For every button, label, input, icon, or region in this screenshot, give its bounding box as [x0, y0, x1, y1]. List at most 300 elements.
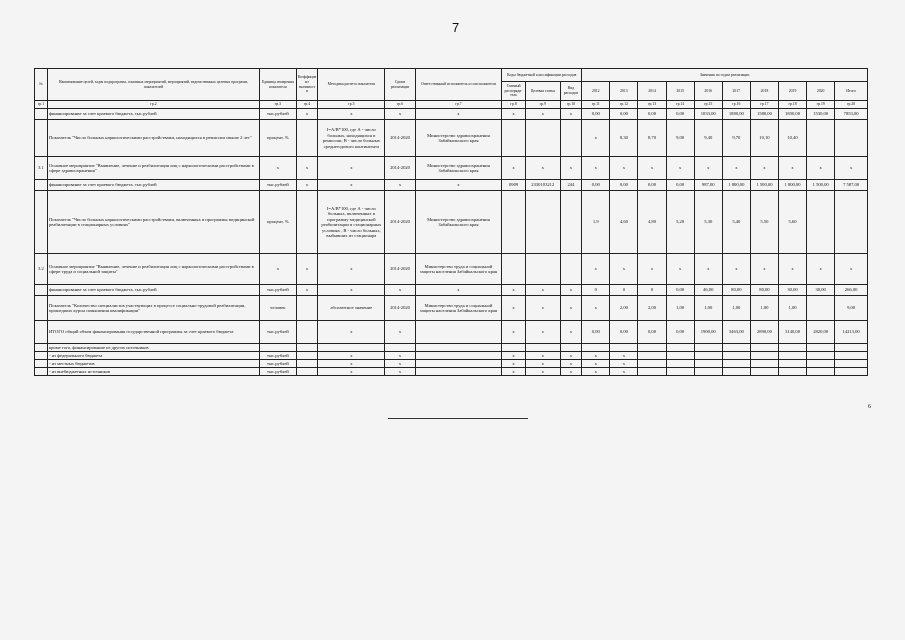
row-coef	[296, 344, 318, 352]
row-budget-code	[560, 191, 582, 254]
row-year-value: 3140,00	[779, 321, 807, 344]
row-budget-code	[502, 344, 526, 352]
row-total-value	[835, 368, 868, 376]
row-total-value	[835, 352, 868, 360]
row-budget-code: х	[560, 321, 582, 344]
row-year-value: 1,00	[722, 296, 750, 321]
row-budget-code: х	[502, 368, 526, 376]
row-year-value: х	[610, 157, 638, 180]
header-year: 2017	[722, 82, 750, 101]
row-budget-code	[560, 120, 582, 157]
row-budget-code: х	[560, 109, 582, 120]
row-year-value	[779, 352, 807, 360]
row-number	[35, 180, 48, 191]
row-coef: х	[296, 157, 318, 180]
row-name: - из местных бюджетов	[47, 360, 259, 368]
row-year-value: х	[807, 157, 835, 180]
financing-row	[35, 285, 868, 296]
column-number: гр.5	[318, 101, 385, 109]
row-coef: х	[296, 254, 318, 285]
row-unit: процент, %	[259, 191, 296, 254]
row-year-value: 4,60	[610, 191, 638, 254]
row-year-value: 0,00	[666, 285, 694, 296]
row-term: х	[385, 368, 415, 376]
row-year-value: 0,00	[638, 109, 666, 120]
row-year-value: 10,40	[779, 120, 807, 157]
row-year-value: х	[582, 368, 610, 376]
row-name: - из внебюджетных источников	[47, 368, 259, 376]
row-year-value: 1 800,00	[722, 180, 750, 191]
column-number: гр.18	[779, 101, 807, 109]
header-budget-col: Главный распоряди-тель	[502, 82, 526, 101]
row-year-value: 0,00	[638, 180, 666, 191]
header-num: №	[35, 69, 48, 101]
row-year-value: 1,00	[750, 296, 778, 321]
row-coef	[296, 368, 318, 376]
row-year-value	[779, 360, 807, 368]
row-name: Показатель "Число больных наркологическими расстройствами, включенных в программы медицинской реабилитации в стационарных условиях"	[47, 191, 259, 254]
row-unit: процент, %	[259, 120, 296, 157]
row-year-value: 5,60	[779, 191, 807, 254]
row-method: х	[318, 352, 385, 360]
row-number: 3.1	[35, 157, 48, 180]
indicator-row	[35, 191, 868, 254]
row-year-value: х	[750, 157, 778, 180]
page-mark: 6	[868, 404, 871, 410]
row-name: кроме того, финансирование из других источников	[47, 344, 259, 352]
row-year-value: х	[610, 254, 638, 285]
header-year: 2020	[807, 82, 835, 101]
row-number	[35, 344, 48, 352]
row-year-value	[694, 360, 722, 368]
row-year-value: 0,00	[666, 180, 694, 191]
row-year-value: х	[610, 360, 638, 368]
row-coef	[296, 352, 318, 360]
row-budget-code: х	[560, 360, 582, 368]
row-year-value: х	[694, 254, 722, 285]
row-responsible	[415, 344, 502, 352]
other-sources-row	[35, 344, 868, 352]
row-year-value: 4,80	[638, 191, 666, 254]
column-number: гр.14	[666, 101, 694, 109]
column-number: гр.7	[415, 101, 502, 109]
row-term: 2014-2020	[385, 157, 415, 180]
row-responsible	[415, 368, 502, 376]
row-responsible: х	[415, 109, 502, 120]
header-year: 2016	[694, 82, 722, 101]
row-unit: тыс.рублей	[259, 180, 296, 191]
row-year-value: 1880,00	[722, 109, 750, 120]
financing-row	[35, 180, 868, 191]
row-budget-code: 2330103212	[525, 180, 560, 191]
row-year-value: 1830,00	[779, 109, 807, 120]
row-responsible: х	[415, 285, 502, 296]
row-year-value: х	[722, 254, 750, 285]
row-year-value: 5,20	[666, 191, 694, 254]
row-responsible	[415, 360, 502, 368]
row-year-value: 1530,00	[807, 109, 835, 120]
row-year-value: 1,9	[582, 191, 610, 254]
row-total-value: 14213,00	[835, 321, 868, 344]
row-year-value	[750, 352, 778, 360]
row-responsible	[415, 352, 502, 360]
column-number: гр.1	[35, 101, 48, 109]
row-total-value	[835, 360, 868, 368]
column-number: гр.13	[638, 101, 666, 109]
column-number: гр.3	[259, 101, 296, 109]
activity-row	[35, 254, 868, 285]
header-year: 2015	[666, 82, 694, 101]
row-method: х	[318, 109, 385, 120]
row-budget-code: х	[502, 296, 526, 321]
row-method: х	[318, 321, 385, 344]
row-year-value	[750, 368, 778, 376]
row-name: Показатель "Количество специалистов участвующих в процессе социально-трудовой реабилитации, прошедших курсы повышения квалификации"	[47, 296, 259, 321]
source-row	[35, 360, 868, 368]
row-term: х	[385, 180, 415, 191]
row-year-value	[638, 360, 666, 368]
activity-row	[35, 157, 868, 180]
row-year-value: 0,00	[666, 321, 694, 344]
row-term: х	[385, 321, 415, 344]
row-total-value: 266,00	[835, 285, 868, 296]
row-year-value: 46,00	[694, 285, 722, 296]
header-row-1	[35, 69, 868, 82]
row-year-value: 9,40	[694, 120, 722, 157]
row-number	[35, 360, 48, 368]
row-name: финансирование за счет краевого бюджета, тыс.рублей	[47, 180, 259, 191]
row-budget-code: х	[502, 285, 526, 296]
header-year: 2014	[638, 82, 666, 101]
header-year: 2019	[779, 82, 807, 101]
row-year-value	[807, 120, 835, 157]
row-budget-code: 0909	[502, 180, 526, 191]
row-year-value: 2,00	[638, 296, 666, 321]
row-year-value	[807, 344, 835, 352]
row-year-value: 80,00	[722, 285, 750, 296]
row-year-value: 0,00	[582, 109, 610, 120]
row-responsible: х	[415, 180, 502, 191]
row-coef	[296, 191, 318, 254]
row-unit: х	[259, 254, 296, 285]
row-budget-code: х	[525, 109, 560, 120]
row-budget-code: х	[525, 296, 560, 321]
row-year-value: 1900,00	[694, 321, 722, 344]
program-table	[34, 68, 868, 376]
row-method: х	[318, 285, 385, 296]
row-budget-code	[560, 254, 582, 285]
header-budget-group: Коды бюджетной классификации расходов	[502, 69, 582, 82]
row-coef	[296, 360, 318, 368]
row-year-value: 5,30	[694, 191, 722, 254]
row-year-value: 2890,00	[750, 321, 778, 344]
row-total-value	[835, 191, 868, 254]
row-year-value: х	[582, 157, 610, 180]
column-number: гр.11	[582, 101, 610, 109]
row-year-value	[638, 368, 666, 376]
row-year-value: 8,30	[610, 120, 638, 157]
row-total-value	[835, 120, 868, 157]
indicator-row	[35, 296, 868, 321]
column-number-row	[35, 101, 868, 109]
row-year-value: 2820,00	[807, 321, 835, 344]
column-number: гр.9	[525, 101, 560, 109]
row-year-value	[779, 368, 807, 376]
row-year-value: 0,00	[666, 109, 694, 120]
row-responsible: Министерство здравоохранения Забайкальского края	[415, 191, 502, 254]
row-year-value: 0	[582, 285, 610, 296]
row-total-value: 9,00	[835, 296, 868, 321]
row-responsible: Министерство здравоохранения Забайкальского края	[415, 120, 502, 157]
row-year-value: 9,70	[722, 120, 750, 157]
row-number	[35, 285, 48, 296]
row-year-value: 2,00	[610, 296, 638, 321]
row-year-value	[694, 344, 722, 352]
row-year-value: х	[582, 352, 610, 360]
row-year-value	[722, 360, 750, 368]
column-number: гр.20	[835, 101, 868, 109]
row-unit: тыс.рублей	[259, 360, 296, 368]
source-row	[35, 352, 868, 360]
row-year-value	[722, 368, 750, 376]
column-number: гр.10	[560, 101, 582, 109]
total-row	[35, 321, 868, 344]
row-year-value	[638, 344, 666, 352]
row-year-value: 10,10	[750, 120, 778, 157]
row-budget-code	[502, 120, 526, 157]
column-number: гр.16	[722, 101, 750, 109]
row-term: 2014-2020	[385, 254, 415, 285]
row-year-value: 5,50	[750, 191, 778, 254]
row-budget-code	[502, 191, 526, 254]
row-year-value	[638, 352, 666, 360]
page-number: 7	[452, 20, 460, 35]
row-year-value: 80,00	[750, 285, 778, 296]
column-number: гр.8	[502, 101, 526, 109]
row-year-value	[666, 352, 694, 360]
row-coef: х	[296, 285, 318, 296]
row-budget-code	[525, 120, 560, 157]
header-budget-col: Вид расходов	[560, 82, 582, 101]
row-year-value: х	[638, 157, 666, 180]
row-budget-code	[560, 344, 582, 352]
row-term: 2014-2020	[385, 296, 415, 321]
row-budget-code: х	[502, 109, 526, 120]
row-budget-code: х	[525, 157, 560, 180]
row-budget-code: х	[560, 285, 582, 296]
row-year-value: 0,00	[610, 321, 638, 344]
column-number: гр.19	[807, 101, 835, 109]
row-number	[35, 191, 48, 254]
row-year-value: 5,40	[722, 191, 750, 254]
row-year-value: 1 800,00	[779, 180, 807, 191]
indicator-row	[35, 120, 868, 157]
row-year-value: х	[666, 157, 694, 180]
row-year-value: 8,70	[638, 120, 666, 157]
row-budget-code: х	[525, 352, 560, 360]
row-name: Основное мероприятие "Выявление, лечение и реабилитация лиц с наркологическими расстройствами в сфере труда и социальной защиты"	[47, 254, 259, 285]
row-name: ИТОГО общий объем финансирования государственной программы за счет краевого бюджета	[47, 321, 259, 344]
footer-line	[388, 418, 528, 419]
row-unit: тыс.рублей	[259, 285, 296, 296]
header-coef: Коэффициент значимости	[296, 69, 318, 101]
header-method: Методика расчета показателя	[318, 69, 385, 101]
row-method: х	[318, 368, 385, 376]
header-unit: Единица измерения показателя	[259, 69, 296, 101]
row-year-value	[666, 360, 694, 368]
row-year-value: 1,00	[666, 296, 694, 321]
row-year-value: 987,00	[694, 180, 722, 191]
row-year-value: 1033,00	[694, 109, 722, 120]
row-budget-code: х	[525, 321, 560, 344]
row-year-value: 0,00	[610, 180, 638, 191]
column-number: гр.4	[296, 101, 318, 109]
row-year-value: 0	[638, 285, 666, 296]
row-budget-code: х	[502, 360, 526, 368]
row-year-value: 30,00	[779, 285, 807, 296]
row-budget-code: х	[502, 352, 526, 360]
row-name: финансирование за счет краевого бюджета, тыс.рублей	[47, 109, 259, 120]
row-term: х	[385, 360, 415, 368]
row-number: 3.2	[35, 254, 48, 285]
source-row	[35, 368, 868, 376]
row-year-value	[582, 344, 610, 352]
row-unit: тыс.рублей	[259, 352, 296, 360]
row-unit: х	[259, 157, 296, 180]
header-term: Сроки реализации	[385, 69, 415, 101]
column-number: гр.12	[610, 101, 638, 109]
header-values-group: Значения по годам реализации	[582, 69, 868, 82]
row-unit	[259, 344, 296, 352]
row-year-value	[666, 368, 694, 376]
row-year-value	[807, 296, 835, 321]
row-year-value: 1 500,00	[807, 180, 835, 191]
row-budget-code: х	[502, 321, 526, 344]
column-number: гр.6	[385, 101, 415, 109]
column-number: гр.2	[47, 101, 259, 109]
row-year-value: 1 500,00	[750, 180, 778, 191]
row-number	[35, 321, 48, 344]
row-unit: тыс.рублей	[259, 109, 296, 120]
row-budget-code: х	[560, 296, 582, 321]
row-year-value: х	[610, 368, 638, 376]
row-budget-code: х	[525, 368, 560, 376]
row-coef	[296, 321, 318, 344]
row-number	[35, 296, 48, 321]
row-year-value: х	[638, 254, 666, 285]
row-year-value	[666, 344, 694, 352]
row-budget-code: х	[525, 285, 560, 296]
row-budget-code: х	[560, 157, 582, 180]
row-year-value: 30,00	[807, 285, 835, 296]
header-budget-col: Целевая статья	[525, 82, 560, 101]
column-number: гр.15	[694, 101, 722, 109]
header-year: 2013	[610, 82, 638, 101]
row-year-value	[807, 191, 835, 254]
row-total-value: х	[835, 254, 868, 285]
header-name: Наименование целей, задач подпрограмм, основных мероприятий, мероприятий, ведомственных целевых программ, показателей	[47, 69, 259, 101]
row-year-value: х	[779, 254, 807, 285]
row-year-value: 1580,00	[750, 109, 778, 120]
row-unit: тыс.рублей	[259, 368, 296, 376]
row-budget-code	[502, 254, 526, 285]
header-year: 2018	[750, 82, 778, 101]
row-unit: тыс.рублей	[259, 321, 296, 344]
row-total-value: 7 587,00	[835, 180, 868, 191]
row-year-value	[694, 368, 722, 376]
row-method: абсолютное значение	[318, 296, 385, 321]
row-year-value: х	[582, 360, 610, 368]
row-year-value	[750, 344, 778, 352]
row-method: х	[318, 157, 385, 180]
row-year-value: х	[666, 254, 694, 285]
row-total-value	[835, 344, 868, 352]
header-resp: Ответственный исполнитель и соисполнители	[415, 69, 502, 101]
row-year-value: х	[722, 157, 750, 180]
row-method	[318, 344, 385, 352]
row-year-value	[722, 344, 750, 352]
row-term	[385, 344, 415, 352]
row-year-value: х	[807, 254, 835, 285]
row-name: - из федерального бюджета	[47, 352, 259, 360]
row-number	[35, 109, 48, 120]
row-year-value: 0,00	[582, 180, 610, 191]
row-year-value	[610, 344, 638, 352]
row-year-value: х	[582, 120, 610, 157]
row-year-value	[694, 352, 722, 360]
row-method: х	[318, 360, 385, 368]
row-budget-code: х	[560, 352, 582, 360]
row-budget-code	[525, 254, 560, 285]
row-term: х	[385, 285, 415, 296]
row-total-value: 7853,00	[835, 109, 868, 120]
row-coef	[296, 120, 318, 157]
row-year-value	[807, 352, 835, 360]
row-coef: х	[296, 180, 318, 191]
row-number	[35, 352, 48, 360]
row-name: финансирование за счет краевого бюджета, тыс.рублей	[47, 285, 259, 296]
row-unit: человек	[259, 296, 296, 321]
row-term: 2014-2020	[385, 120, 415, 157]
row-year-value: 0,00	[638, 321, 666, 344]
row-year-value: 0	[610, 285, 638, 296]
row-name: Основное мероприятие "Выявление, лечение и реабилитация лиц с наркологическими расстройствами в сфере здравоохранения"	[47, 157, 259, 180]
row-responsible: Министерство труда и социальной защиты населения Забайкальского края	[415, 296, 502, 321]
row-total-value: х	[835, 157, 868, 180]
row-year-value: 3463,00	[722, 321, 750, 344]
row-year-value: 1,00	[694, 296, 722, 321]
column-number: гр.17	[750, 101, 778, 109]
row-year-value: 9,00	[666, 120, 694, 157]
row-budget-code: х	[502, 157, 526, 180]
row-responsible: Министерство здравоохранения Забайкальского края	[415, 157, 502, 180]
header-total: Итого	[835, 82, 868, 101]
row-coef	[296, 296, 318, 321]
row-year-value	[722, 352, 750, 360]
row-year-value: х	[582, 296, 610, 321]
row-year-value: х	[582, 254, 610, 285]
row-name: Показатель "Число больных наркологическими расстройствами, находящихся в ремиссии свыше 2 лет"	[47, 120, 259, 157]
row-responsible	[415, 321, 502, 344]
header-year: 2012	[582, 82, 610, 101]
row-year-value: х	[750, 254, 778, 285]
row-term: х	[385, 352, 415, 360]
row-budget-code: х	[560, 368, 582, 376]
row-number	[35, 120, 48, 157]
row-year-value	[807, 360, 835, 368]
row-year-value: х	[694, 157, 722, 180]
row-year-value: 0,00	[582, 321, 610, 344]
